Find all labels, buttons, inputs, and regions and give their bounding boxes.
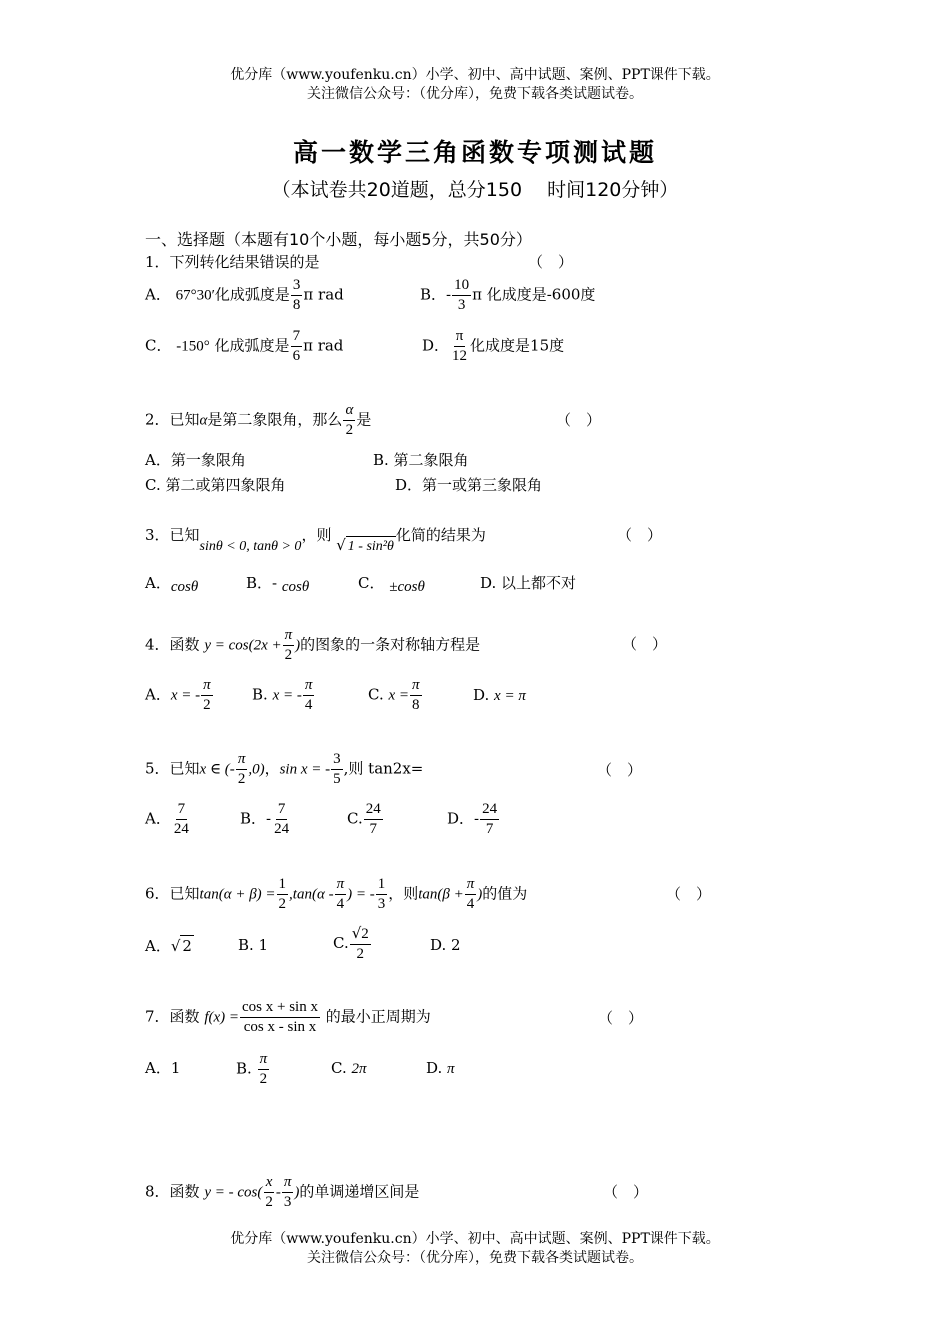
math-expr: y = cos(2x + bbox=[204, 637, 282, 654]
fraction: $\frac{3}{8}$ bbox=[292, 277, 301, 313]
q1-option-c bbox=[145, 327, 343, 366]
q6-option-d: D. 2 bbox=[430, 936, 461, 954]
header-line-1: 优分库（www.youfenku.cn）小学、初中、高中试题、案例、PPT课件下载。 bbox=[230, 67, 720, 83]
q6-answer-paren: （ ） bbox=[666, 885, 712, 903]
option-label: A． bbox=[145, 285, 171, 304]
q4-option-d: D. x = π bbox=[473, 686, 526, 704]
page-subtitle: （本试卷共20道题，总分150 时间120分钟） bbox=[271, 179, 679, 201]
q6-option-c: C. $\frac{√2}{2}$ bbox=[333, 924, 369, 962]
math-expr: sin x = - bbox=[279, 761, 331, 778]
q7-answer-paren: （ ） bbox=[598, 1009, 644, 1027]
q2-option-d: D．第一或第三象限角 bbox=[395, 476, 543, 494]
q3-option-b: B．- cosθ bbox=[246, 574, 310, 595]
q5-option-c: C. $\frac{24}{7}$ bbox=[347, 801, 381, 837]
fraction: $\frac{\pi}{2}$ bbox=[203, 677, 211, 713]
math-expr: y = - cos( bbox=[204, 1184, 263, 1201]
q7-option-b: B. $\frac{\pi}{2}$ bbox=[236, 1051, 268, 1087]
q7-stem: 7．函数 f(x) = $\frac{\text{cos x + sin x}}{\text{cos x - sin x}}$ 的最小正周期为 bbox=[145, 999, 431, 1035]
q4-option-a: A．x = - $\frac{\pi}{2}$ bbox=[145, 677, 211, 713]
q3-option-a: A．cosθ bbox=[145, 574, 199, 595]
option-text: π rad bbox=[303, 285, 344, 304]
q7-option-a: A．1 bbox=[145, 1059, 181, 1077]
sqrt-icon: √ bbox=[170, 937, 181, 955]
fraction: $\frac{7}{6}$ bbox=[292, 328, 301, 364]
fraction: $\frac{7}{24}$ bbox=[274, 801, 290, 837]
q5-answer-paren: （ ） bbox=[597, 761, 643, 779]
q7-option-c: C. 2π bbox=[331, 1059, 367, 1077]
math-expr: sinθ < 0, tanθ > 0 bbox=[199, 539, 302, 554]
q1-option-a bbox=[145, 276, 344, 315]
fraction: $\frac{x}{2}$ bbox=[265, 1174, 273, 1210]
q2-option-a: A．第一象限角 bbox=[145, 451, 246, 469]
fraction: $\frac{\alpha}{2}$ bbox=[345, 402, 354, 438]
math-expr: tan(β + bbox=[418, 886, 464, 903]
q5-stem: 5．已知x ∈ (- $\frac{\pi}{2}$ ,0)，sin x = - $\frac{3}{5}$ ,则 tan2x= bbox=[145, 751, 424, 787]
q5-option-a: A． $\frac{7}{24}$ bbox=[145, 801, 189, 837]
fraction: $\frac{\pi}{4}$ bbox=[466, 876, 475, 912]
fraction: $\frac{3}{5}$ bbox=[333, 751, 341, 787]
q4-answer-paren: （ ） bbox=[622, 635, 668, 653]
q5-option-d: D．- $\frac{24}{7}$ bbox=[447, 801, 498, 837]
fraction: $\frac{1}{2}$ bbox=[278, 876, 287, 912]
option-label: C． bbox=[145, 336, 172, 355]
math-expr: ,tan(α - bbox=[289, 886, 334, 903]
q1-answer-paren: （ ） bbox=[528, 253, 574, 271]
math-expr: -150° bbox=[176, 338, 210, 355]
q4-option-c: C. x = $\frac{\pi}{8}$ bbox=[368, 677, 420, 713]
q1-option-b bbox=[420, 276, 595, 315]
fraction: $\frac{\pi}{12}$ bbox=[452, 328, 468, 364]
q6-stem: 6．已知tan(α + β) = $\frac{1}{2}$ ,tan(α - $\frac{\pi}{4}$ ) = - $\frac{1}{3}$ ，则tan(β + $\frac{\pi}{4}$ )的值为 bbox=[145, 876, 528, 912]
option-label: B．- bbox=[420, 285, 452, 304]
math-expr: f(x) = bbox=[204, 1009, 240, 1026]
math-expr: tan(α + β) = bbox=[199, 886, 276, 903]
page-title: 高一数学三角函数专项测试题 bbox=[292, 138, 657, 167]
fraction: $\frac{24}{7}$ bbox=[365, 801, 381, 837]
q2-option-c: C. 第二或第四象限角 bbox=[145, 476, 286, 494]
q6-option-b: B. 1 bbox=[238, 936, 269, 954]
fraction: $\frac{\pi}{4}$ bbox=[304, 677, 313, 713]
fraction: $\frac{10}{3}$ bbox=[454, 277, 470, 313]
footer-line-1: 优分库（www.youfenku.cn）小学、初中、高中试题、案例、PPT课件下载。 bbox=[230, 1231, 720, 1247]
fraction: $\frac{\pi}{3}$ bbox=[283, 1174, 292, 1210]
q4-option-b: B. x = - $\frac{\pi}{4}$ bbox=[252, 677, 313, 713]
q3-stem: 3．已知sinθ < 0, tanθ > 0，则 √ 1 - sin²θ化简的结果为 bbox=[145, 525, 486, 547]
q3-answer-paren: （ ） bbox=[617, 526, 663, 544]
fraction: $\frac{√2}{2}$ bbox=[351, 924, 369, 962]
header-line-2: 关注微信公众号：（优分库），免费下载各类试题试卷。 bbox=[307, 86, 643, 102]
q4-stem: 4．函数 y = cos(2x + $\frac{\pi}{2}$ )的图象的一条对称轴方程是 bbox=[145, 627, 481, 663]
fraction: $\frac{\pi}{2}$ bbox=[284, 627, 293, 663]
option-text: 化成度是15度 bbox=[470, 336, 565, 355]
footer-line-2: 关注微信公众号：（优分库），免费下载各类试题试卷。 bbox=[307, 1250, 643, 1266]
fraction: $\frac{\pi}{2}$ bbox=[237, 751, 246, 787]
option-label: D． bbox=[422, 336, 450, 355]
fraction: $\frac{\pi}{2}$ bbox=[259, 1051, 268, 1087]
q2-option-b: B. 第二象限角 bbox=[373, 451, 469, 469]
q3-option-d: D. 以上都不对 bbox=[480, 574, 577, 592]
fraction: $\frac{\pi}{8}$ bbox=[412, 677, 420, 713]
section-heading: 一、选择题（本题有10个小题，每小题5分，共50分） bbox=[145, 230, 532, 249]
sqrt-expr: √ 1 - sin²θ bbox=[336, 536, 396, 554]
q2-stem: 2．已知α是第二象限角，那么 $\frac{\alpha}{2}$ 是 bbox=[145, 402, 372, 438]
q2-answer-paren: （ ） bbox=[556, 411, 602, 429]
fraction: $\frac{7}{24}$ bbox=[173, 801, 189, 837]
math-expr: x ∈ (- bbox=[199, 761, 235, 778]
q5-option-b: B．- $\frac{7}{24}$ bbox=[240, 801, 290, 837]
q7-option-d: D. π bbox=[426, 1059, 455, 1077]
fraction: $\frac{\pi}{4}$ bbox=[336, 876, 345, 912]
math-expr: 67°30′ bbox=[175, 287, 215, 304]
q3-option-c: C． ±cosθ bbox=[358, 574, 425, 595]
option-text: π 化成度是-600度 bbox=[472, 285, 596, 304]
q6-option-a: A．√ 2 bbox=[145, 937, 192, 955]
q1-option-d bbox=[422, 327, 564, 366]
q1-stem: 1．下列转化结果错误的是 bbox=[145, 253, 320, 271]
option-text: π rad bbox=[303, 336, 344, 355]
option-text: 化成弧度是 bbox=[214, 336, 290, 355]
q8-answer-paren: （ ） bbox=[603, 1183, 649, 1201]
fraction: $\frac{24}{7}$ bbox=[482, 801, 498, 837]
fraction: $\frac{1}{3}$ bbox=[377, 876, 386, 912]
q8-stem: 8．函数 y = - cos( $\frac{x}{2}$ - $\frac{\pi}{3}$ )的单调递增区间是 bbox=[145, 1174, 420, 1210]
option-text: 化成弧度是 bbox=[214, 285, 290, 304]
fraction: $\frac{\text{cos x + sin x}}{\text{cos x - sin x}}$ bbox=[242, 999, 318, 1035]
